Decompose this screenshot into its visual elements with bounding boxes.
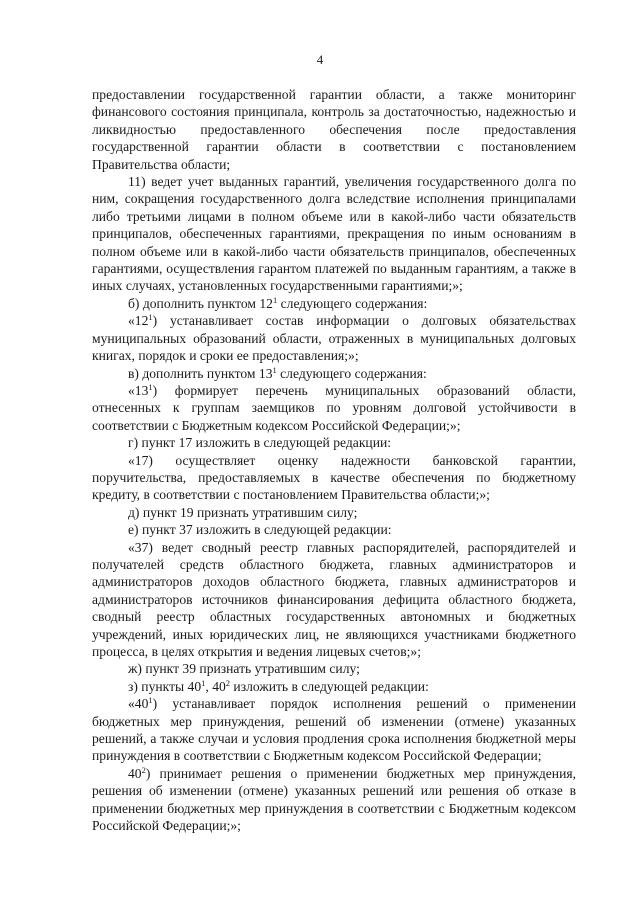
paragraph-text: следующего содержания: [276, 365, 427, 381]
superscript: 1 [272, 364, 277, 375]
superscript: 1 [272, 294, 278, 305]
paragraph-text: б) дополнить пунктом 12 [128, 295, 273, 311]
paragraph-text: з) пункты 40 [128, 678, 202, 694]
superscript: 2 [225, 677, 231, 688]
paragraph-text: «13 [128, 382, 149, 398]
paragraph [92, 660, 576, 677]
paragraph [92, 521, 576, 538]
paragraph [92, 312, 576, 364]
document-body [92, 86, 576, 834]
paragraph-text: ) устанавливает состав информации о долговых обязательствах муниципальных образований области, отраженных в муниципальных долговых книгах, порядок и сроки ее предоставления;»; [92, 313, 576, 364]
superscript: 1 [201, 677, 206, 688]
paragraph [92, 452, 576, 504]
paragraph-text: «40 [128, 696, 149, 712]
paragraph-text: следующего содержания: [277, 295, 428, 311]
paragraph-text: ж) пункт 39 признать утратившим силу; [128, 661, 360, 677]
paragraph-text: 40 [128, 765, 142, 781]
paragraph-text: «37) ведет сводный реестр главных распорядителей, распорядителей и получателей средств областного бюджета, главных администраторов и администраторов доходов областного бюджета, главных администраторов и администраторов источников финансирования дефицита областного бюджета, сводный реестр областных государственных автономных и бюджетных учреждений, иных юридических лиц, не являющихся участниками бюджетного процесса, в целях открытия и ведения лицевых счетов;»; [92, 539, 576, 659]
paragraph-text: , 40 [205, 678, 226, 694]
superscript: 1 [148, 695, 153, 706]
superscript: 1 [148, 381, 153, 392]
paragraph [92, 434, 576, 451]
page-number: 4 [316, 52, 324, 67]
paragraph [92, 765, 576, 835]
paragraph-text: д) пункт 19 признать утратившим силу; [128, 504, 358, 520]
superscript: 1 [148, 312, 153, 323]
paragraph-text: е) пункт 37 изложить в следующей редакции: [128, 522, 392, 538]
paragraph [92, 504, 576, 521]
paragraph-text: «17) осуществляет оценку надежности банковской гарантии, поручительства, предоставляемых в качестве обеспечения по бюджетному кредиту, в соответствии с постановлением Правительства области;»; [92, 452, 576, 503]
paragraph-text: 11) ведет учет выданных гарантий, увеличения государственного долга по ним, сокращения государственного долга вследствие исполнения принципалами либо третьими лицами в полном объеме или в какой-либо части обязательств принципалов, обеспеченных гарантиями, прекращения по иным основаниям в полном объеме или в какой-либо части обязательств принципалов, обеспеченных гарантиями, осуществления гарантом платежей по выданным гарантиям, а также в иных случаях, установленных государственными гарантиями;»; [92, 174, 576, 294]
paragraph-text: в) дополнить пунктом 13 [128, 365, 273, 381]
paragraph [92, 365, 576, 382]
paragraph [92, 539, 576, 661]
paragraph-text: «12 [128, 313, 149, 329]
paragraph-text: ) формирует перечень муниципальных образований области, отнесенных к группам заемщиков по уровням долговой устойчивости в соответствии с Бюджетным кодексом Российской Федерации;»; [92, 382, 576, 433]
paragraph-text: ) принимает решения о применении бюджетных мер принуждения, решения об изменении (отмене) указанных решений или решения об отказе в применении бюджетных мер принуждения в соответствии с Бюджетным кодексом Российской Федерации;»; [92, 765, 576, 834]
paragraph-text: г) пункт 17 изложить в следующей редакции: [128, 435, 392, 451]
paragraph-text: ) устанавливает порядок исполнения решений о применении бюджетных мер принуждения, решений об изменении (отмене) указанных решений, а также случаи и условия продления срока исполнения бюджетной меры принуждения в соответствии с Бюджетным кодексом Российской Федерации; [92, 696, 576, 764]
paragraph [92, 295, 576, 312]
paragraph [92, 678, 576, 695]
paragraph [92, 173, 576, 295]
paragraph-text: изложить в следующей редакции: [230, 678, 429, 694]
superscript: 2 [141, 764, 146, 775]
paragraph [92, 86, 576, 173]
paragraph [92, 382, 576, 434]
paragraph [92, 695, 576, 765]
paragraph-text: предоставлении государственной гарантии области, а также мониторинг финансового состояния принципала, контроль за достаточностью, надежностью и ликвидностью предоставленного обеспечения после предоставления государственной гарантии области в соответствии с постановлением Правительства области; [92, 87, 576, 172]
